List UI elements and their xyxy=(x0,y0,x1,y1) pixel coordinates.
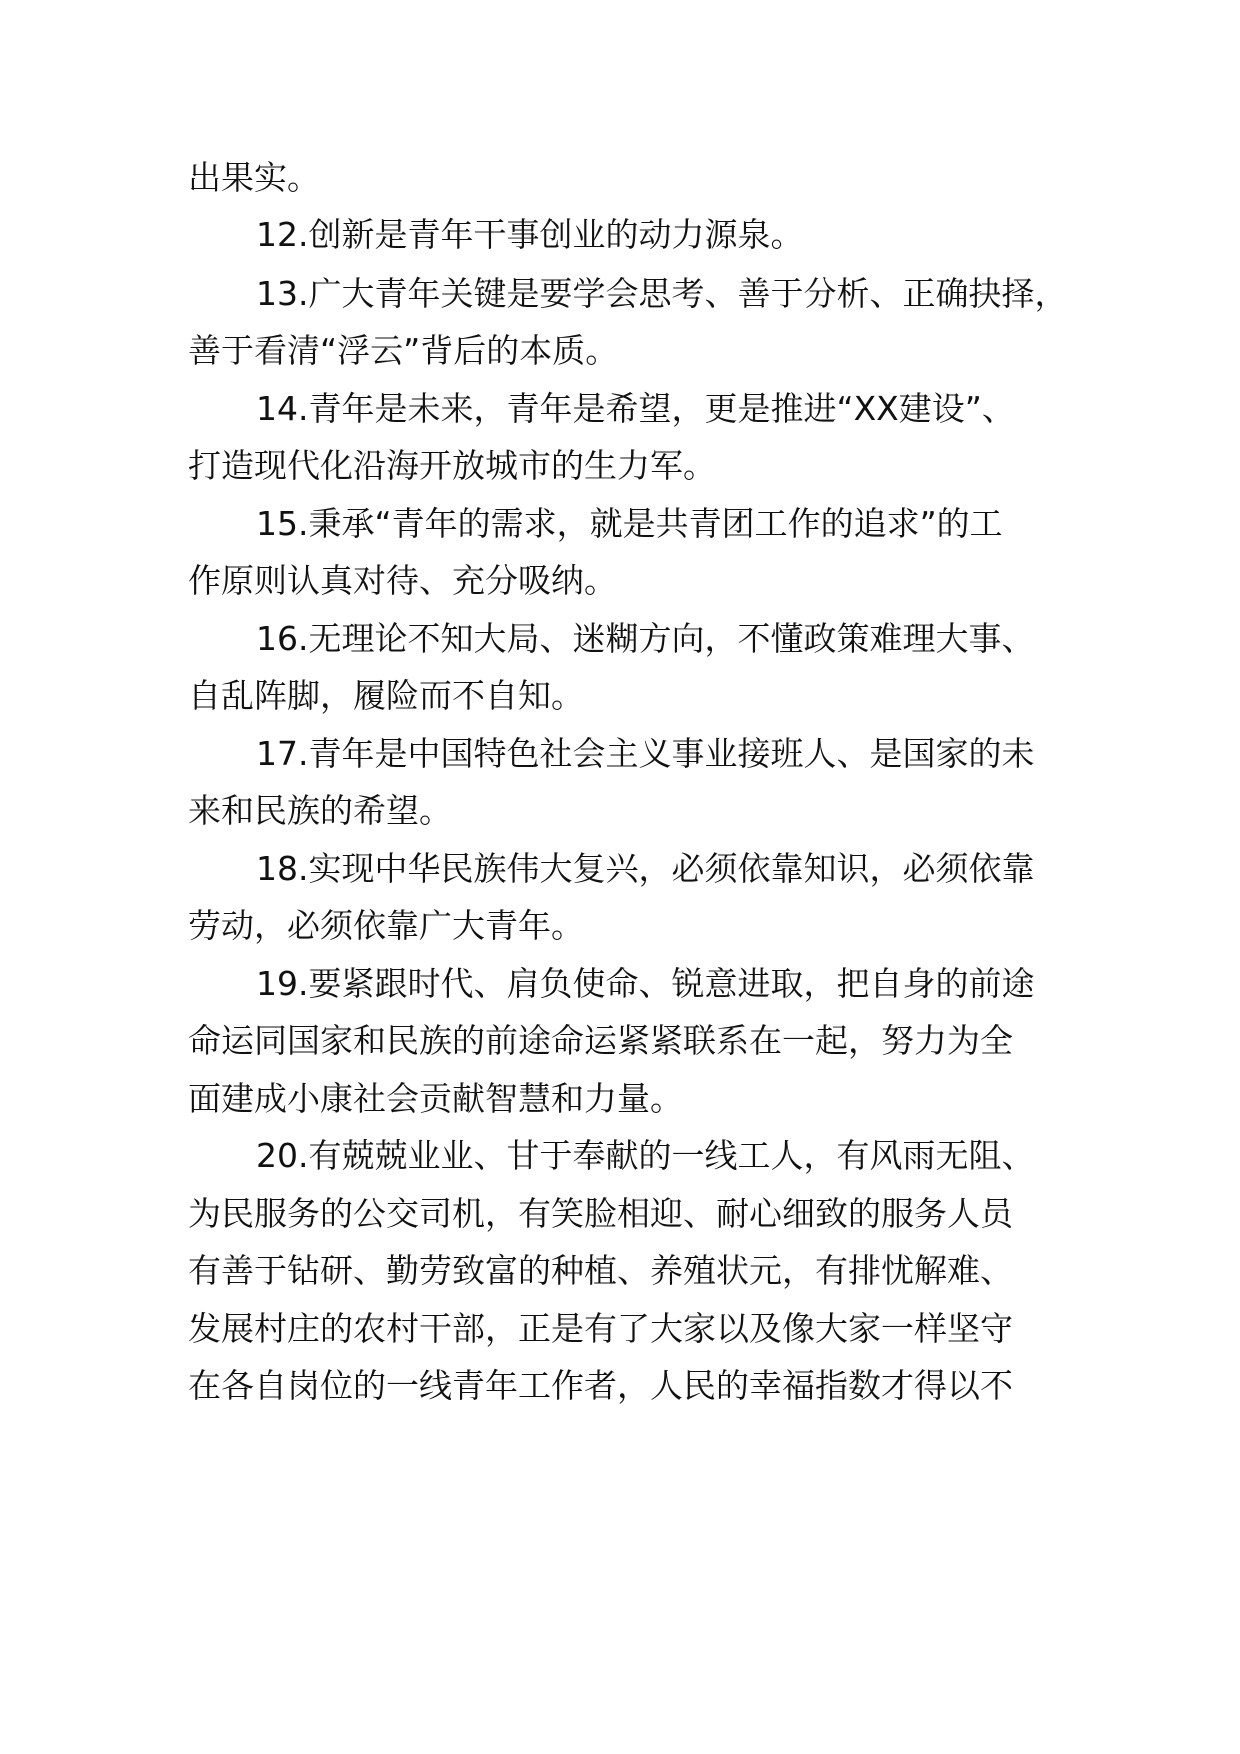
text-line: 来和民族的希望。 xyxy=(188,791,452,830)
text-line: 16.无理论不知大局、迷糊方向，不懂政策难理大事、 xyxy=(256,619,1035,658)
text-line: 出果实。 xyxy=(188,158,320,197)
text-line: 自乱阵脚，履险而不自知。 xyxy=(188,676,584,715)
text-line: 有善于钻研、勤劳致富的种植、养殖状元，有排忧解难、 xyxy=(188,1251,1013,1290)
text-line: 打造现代化沿海开放城市的生力军。 xyxy=(188,446,716,485)
text-line: 在各自岗位的一线青年工作者，人民的幸福指数才得以不 xyxy=(188,1366,1013,1405)
text-line: 12.创新是青年干事创业的动力源泉。 xyxy=(256,215,804,254)
text-line: 为民服务的公交司机，有笑脸相迎、耐心细致的服务人员 xyxy=(188,1194,1013,1233)
text-line: 14.青年是未来，青年是希望，更是推进“XX建设”、 xyxy=(256,389,1015,428)
text-line: 15.秉承“青年的需求，就是共青团工作的追求”的工 xyxy=(256,504,1003,543)
text-line: 善于看清“浮云”背后的本质。 xyxy=(188,331,619,370)
text-line: 劳动，必须依靠广大青年。 xyxy=(188,906,584,945)
text-line: 作原则认真对待、充分吸纳。 xyxy=(188,561,617,600)
text-line: 19.要紧跟时代、肩负使命、锐意进取，把自身的前途 xyxy=(256,964,1035,1003)
text-line: 13.广大青年关键是要学会思考、善于分析、正确抉择， xyxy=(256,274,1068,313)
text-line: 18.实现中华民族伟大复兴，必须依靠知识，必须依靠 xyxy=(256,849,1035,888)
text-line: 面建成小康社会贡献智慧和力量。 xyxy=(188,1079,683,1118)
text-line: 发展村庄的农村干部，正是有了大家以及像大家一样坚守 xyxy=(188,1309,1013,1348)
text-line: 17.青年是中国特色社会主义事业接班人、是国家的未 xyxy=(256,734,1035,773)
text-line: 20.有兢兢业业、甘于奉献的一线工人，有风雨无阻、 xyxy=(256,1136,1035,1175)
text-line: 命运同国家和民族的前途命运紧紧联系在一起，努力为全 xyxy=(188,1021,1013,1060)
